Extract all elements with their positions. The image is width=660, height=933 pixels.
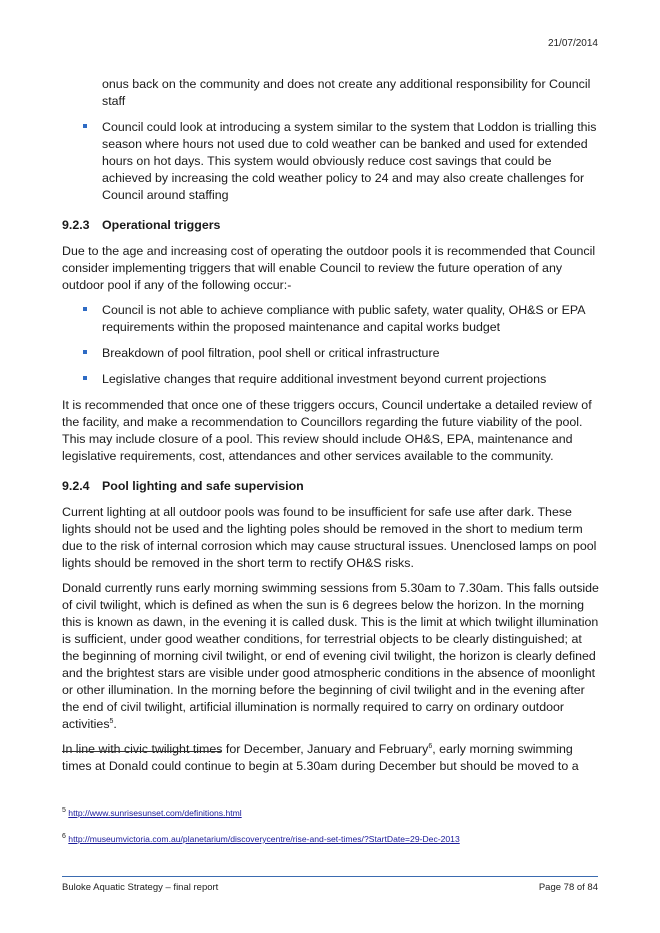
list-item-text: Council is not able to achieve compliance with public safety, water quality, OH&S or EPA requirements within the proposed maintenance and capital works budget [102, 303, 585, 334]
section-title: Operational triggers [102, 218, 221, 232]
list-item [62, 119, 602, 204]
footer-divider [62, 876, 598, 877]
section-923-heading [62, 217, 602, 234]
section-923-recommendation: It is recommended that once one of these triggers occurs, Council undertake a detailed review of the facility, and make a recommendation to Councillors regarding the future viability of the pool. This may include closure of a pool. This review should include OH&S, EPA, maintenance and legislative requirements, cost, attendances and other services available to the community. [62, 398, 592, 463]
list-item-text: Council could look at introducing a system similar to the system that Loddon is trialling this season where hours not used due to cold weather can be banked and used for extended hours on hot days. This system would obviously reduce cost savings that could be achieved by increasing the cold weather policy to 24 and may also create challenges for Council around staffing [102, 120, 597, 202]
footnote-link[interactable]: http://museumvictoria.com.au/planetarium/discoverycentre/rise-and-set-times/?StartDate=29-Dec-2013 [68, 834, 460, 844]
section-924-times [62, 741, 602, 775]
footnote [62, 808, 242, 818]
footnote [62, 834, 460, 844]
intro-continuation: onus back on the community and does not create any additional responsibility for Council staff [102, 77, 591, 108]
triggers-list [62, 302, 602, 388]
section-923-intro: Due to the age and increasing cost of operating the outdoor pools it is recommended that Council consider implementing triggers that will enable Council to review the future operation of any outdoor pool if any of the following occur:- [62, 244, 596, 292]
section-924-lighting: Current lighting at all outdoor pools was found to be insufficient for safe use after dark. These lights should not be used and the lighting poles should be removed in the short to medium term due to the risk of internal corrosion which may cause structural issues. Unenclosed lamps on pool lights should be removed in the short term to rectify OH&S risks. [62, 505, 597, 570]
footer-title: Buloke Aquatic Strategy – final report [62, 882, 219, 893]
list-item-text: Breakdown of pool filtration, pool shell or critical infrastructure [102, 346, 440, 360]
bullet-icon [83, 307, 87, 311]
footnote-link[interactable]: http://www.sunrisesunset.com/definitions.html [68, 808, 242, 818]
paragraph-text: , early morning swimming times at Donald could continue to begin at 5.30am during December but should be moved to a [62, 742, 579, 773]
section-924-heading [62, 478, 602, 495]
list-item [62, 371, 602, 388]
footnote-ref[interactable]: 5 [109, 717, 114, 725]
footnote-ref[interactable]: 6 [428, 742, 433, 750]
loddon-bullet-list [62, 119, 602, 204]
list-item [62, 302, 602, 336]
footnote-divider [62, 751, 222, 752]
section-title: Pool lighting and safe supervision [102, 479, 304, 493]
page-number: Page 78 of 84 [538, 882, 598, 893]
section-number: 9.2.4 [62, 479, 90, 493]
list-item [62, 345, 602, 362]
bullet-icon [83, 124, 87, 128]
bullet-icon [83, 376, 87, 380]
header-date: 21/07/2014 [547, 38, 598, 49]
list-item-text: Legislative changes that require additional investment beyond current projections [102, 372, 547, 386]
footnote-number: 6 [62, 833, 66, 841]
paragraph-text: Donald currently runs early morning swimming sessions from 5.30am to 7.30am. This falls outside of civil twilight, which is defined as when the sun is 6 degrees below the horizon. In the morning this is known as dawn, in the evening it is called dusk. This is the limit at which twilight illumination is sufficient, under good weather conditions, for terrestrial objects to be clearly distinguished; at the beginning of morning civil twilight, or end of evening civil twilight, the horizon is clearly defined and the brightest stars are visible under good atmospheric conditions in the absence of moonlight or other illumination. In the morning before the beginning of civil twilight and in the evening after the end of civil twilight, artificial illumination is normally required to carry on ordinary outdoor activities [62, 581, 599, 731]
paragraph-text: In line with civic twilight times for December, January and February [62, 742, 429, 756]
footnote-number: 5 [62, 807, 66, 815]
section-924-twilight: Donald currently runs early morning swimming sessions from 5.30am to 7.30am. This falls outside of civil twilight, which is defined as when the sun is 6 degrees below the horizon. In the morning this is known as dawn, in the evening it is called dusk. This is the limit at which twilight illumination is sufficient, under good weather conditions, for terrestrial objects to be clearly distinguished; at the beginning of morning civil twilight, or end of evening civil twilight, the horizon is clearly defined and the brightest stars are visible under good atmospheric conditions in the absence of moonlight or other illumination. In the morning before the beginning of civil twilight and in the evening after the end of civil twilight, artificial illumination is normally required to carry on ordinary outdoor activities$^5$. [62, 581, 599, 731]
bullet-icon [83, 350, 87, 354]
page-body [62, 76, 602, 783]
section-number: 9.2.3 [62, 218, 90, 232]
